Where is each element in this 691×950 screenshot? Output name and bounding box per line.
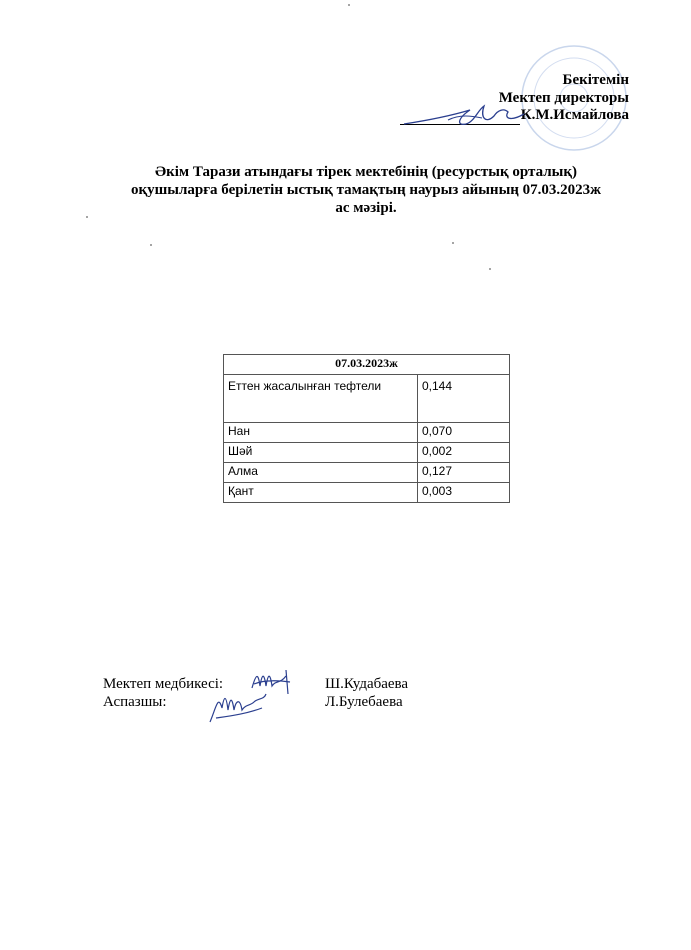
table-row (224, 375, 510, 423)
director-name: К.М.Исмайлова (520, 107, 629, 123)
menu-item-value: 0,070 (418, 423, 510, 443)
menu-table-header: 07.03.2023ж (224, 355, 510, 375)
menu-item-name: Еттен жасалынған тефтели (224, 375, 418, 423)
director-signature (400, 96, 530, 132)
title-line-3: ас мәзірі. (335, 200, 397, 216)
table-row (224, 463, 510, 483)
menu-table (223, 354, 510, 503)
scan-speck (452, 242, 454, 244)
cook-role: Аспазшы: (103, 694, 167, 710)
menu-item-name: Нан (224, 423, 418, 443)
menu-item-value: 0,002 (418, 443, 510, 463)
cook-signature (206, 688, 272, 728)
table-row (224, 423, 510, 443)
document-title (80, 163, 652, 217)
cook-name: Л.Булебаева (325, 694, 403, 710)
menu-item-value: 0,144 (418, 375, 510, 423)
nurse-role: Мектеп медбикесі: (103, 676, 224, 692)
approve-word: Бекітемін (562, 72, 629, 88)
menu-item-name: Қант (224, 483, 418, 503)
menu-item-name: Шәй (224, 443, 418, 463)
scan-speck (150, 244, 152, 246)
table-row (224, 443, 510, 463)
scan-speck (489, 268, 491, 270)
scan-speck (348, 4, 350, 6)
title-line-2: оқушыларға берілетін ыстық тамақтың наурыз айының 07.03.2023ж (130, 182, 602, 198)
director-position: Мектеп директоры (498, 89, 629, 106)
nurse-name: Ш.Кудабаева (325, 676, 409, 692)
menu-item-value: 0,003 (418, 483, 510, 503)
title-line-1: Әкім Тарази атындағы тірек мектебінің (ресурстық орталық) (155, 164, 577, 180)
menu-item-value: 0,127 (418, 463, 510, 483)
menu-item-name: Алма (224, 463, 418, 483)
scan-speck (86, 216, 88, 218)
table-row (224, 483, 510, 503)
